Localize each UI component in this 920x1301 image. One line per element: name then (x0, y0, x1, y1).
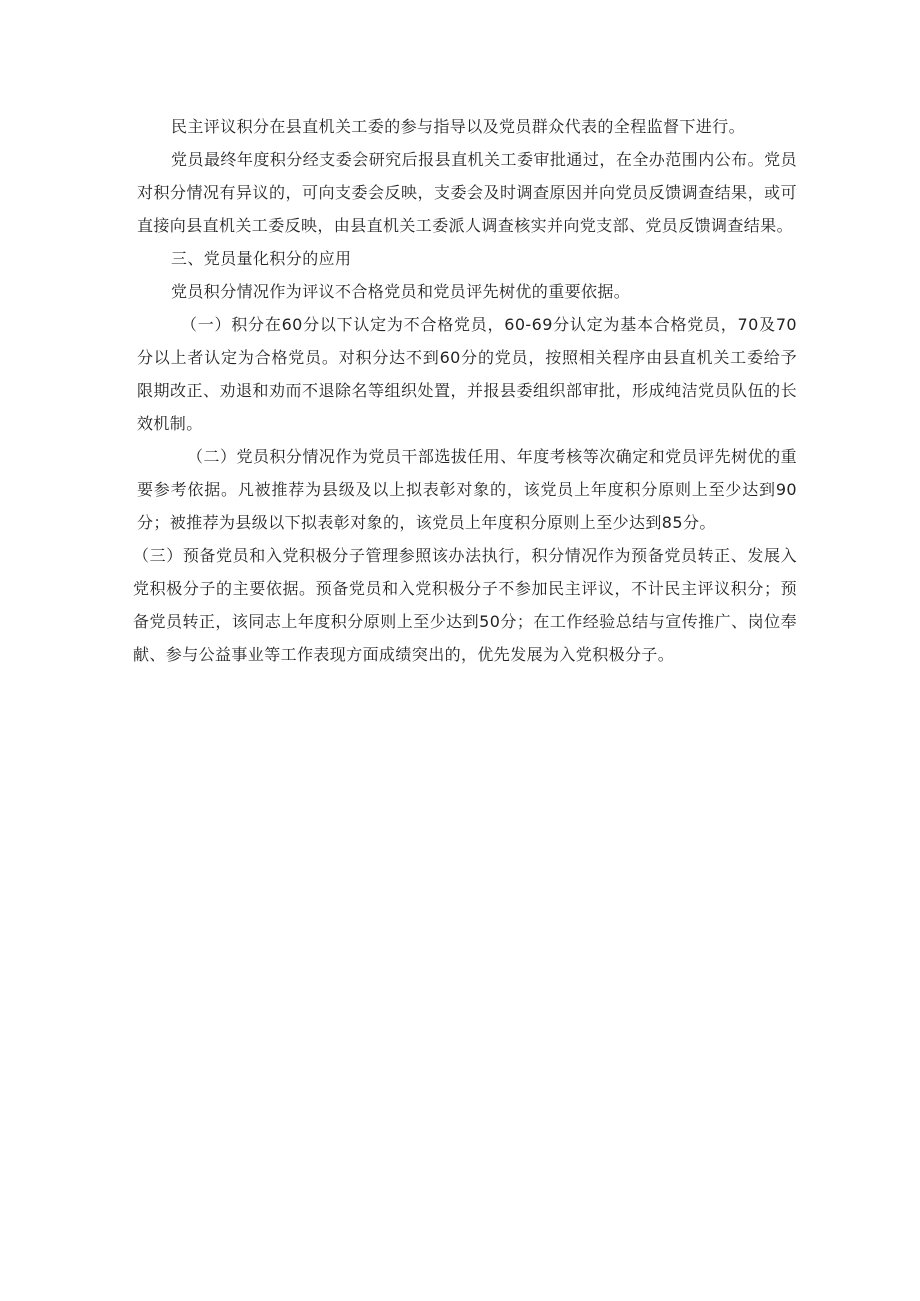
document-body (133, 110, 797, 671)
paragraph-item-1: （一）积分在60分以下认定为不合格党员，60-69分认定为基本合格党员，70及70分以上者认定为合格党员。对积分达不到60分的党员，按照相关程序由县直机关工委给予限期改正、劝退和劝而不退除名等组织处置，并报县委组织部审批，形成纯洁党员队伍的长效机制。 (137, 315, 797, 433)
section-heading-application: 三、党员量化积分的应用 (171, 249, 352, 268)
paragraph-score-basis: 党员积分情况作为评议不合格党员和党员评先树优的重要依据。 (171, 282, 631, 301)
paragraph-democratic-review: 民主评议积分在县直机关工委的参与指导以及党员群众代表的全程监督下进行。 (171, 117, 746, 136)
paragraph-item-2: （二）党员积分情况作为党员干部选拔任用、年度考核等次确定和党员评先树优的重要参考依据。凡被推荐为县级及以上拟表彰对象的，该党员上年度积分原则上至少达到90分；被推荐为县级以下拟表彰对象的，该党员上年度积分原则上至少达到85分。 (137, 447, 797, 532)
paragraph-annual-score: 党员最终年度积分经支委会研究后报县直机关工委审批通过，在全办范围内公布。党员对积分情况有异议的，可向支委会反映，支委会及时调查原因并向党员反馈调查结果，或可直接向县直机关工委反映，由县直机关工委派人调查核实并向党支部、党员反馈调查结果。 (137, 150, 797, 235)
paragraph-item-3: （三）预备党员和入党积极分子管理参照该办法执行，积分情况作为预备党员转正、发展入党积极分子的主要依据。预备党员和入党积极分子不参加民主评议，不计民主评议积分；预备党员转正，该同志上年度积分原则上至少达到50分；在工作经验总结与宣传推广、岗位奉献、参与公益事业等工作表现方面成绩突出的，优先发展为入党积极分子。 (133, 546, 797, 664)
